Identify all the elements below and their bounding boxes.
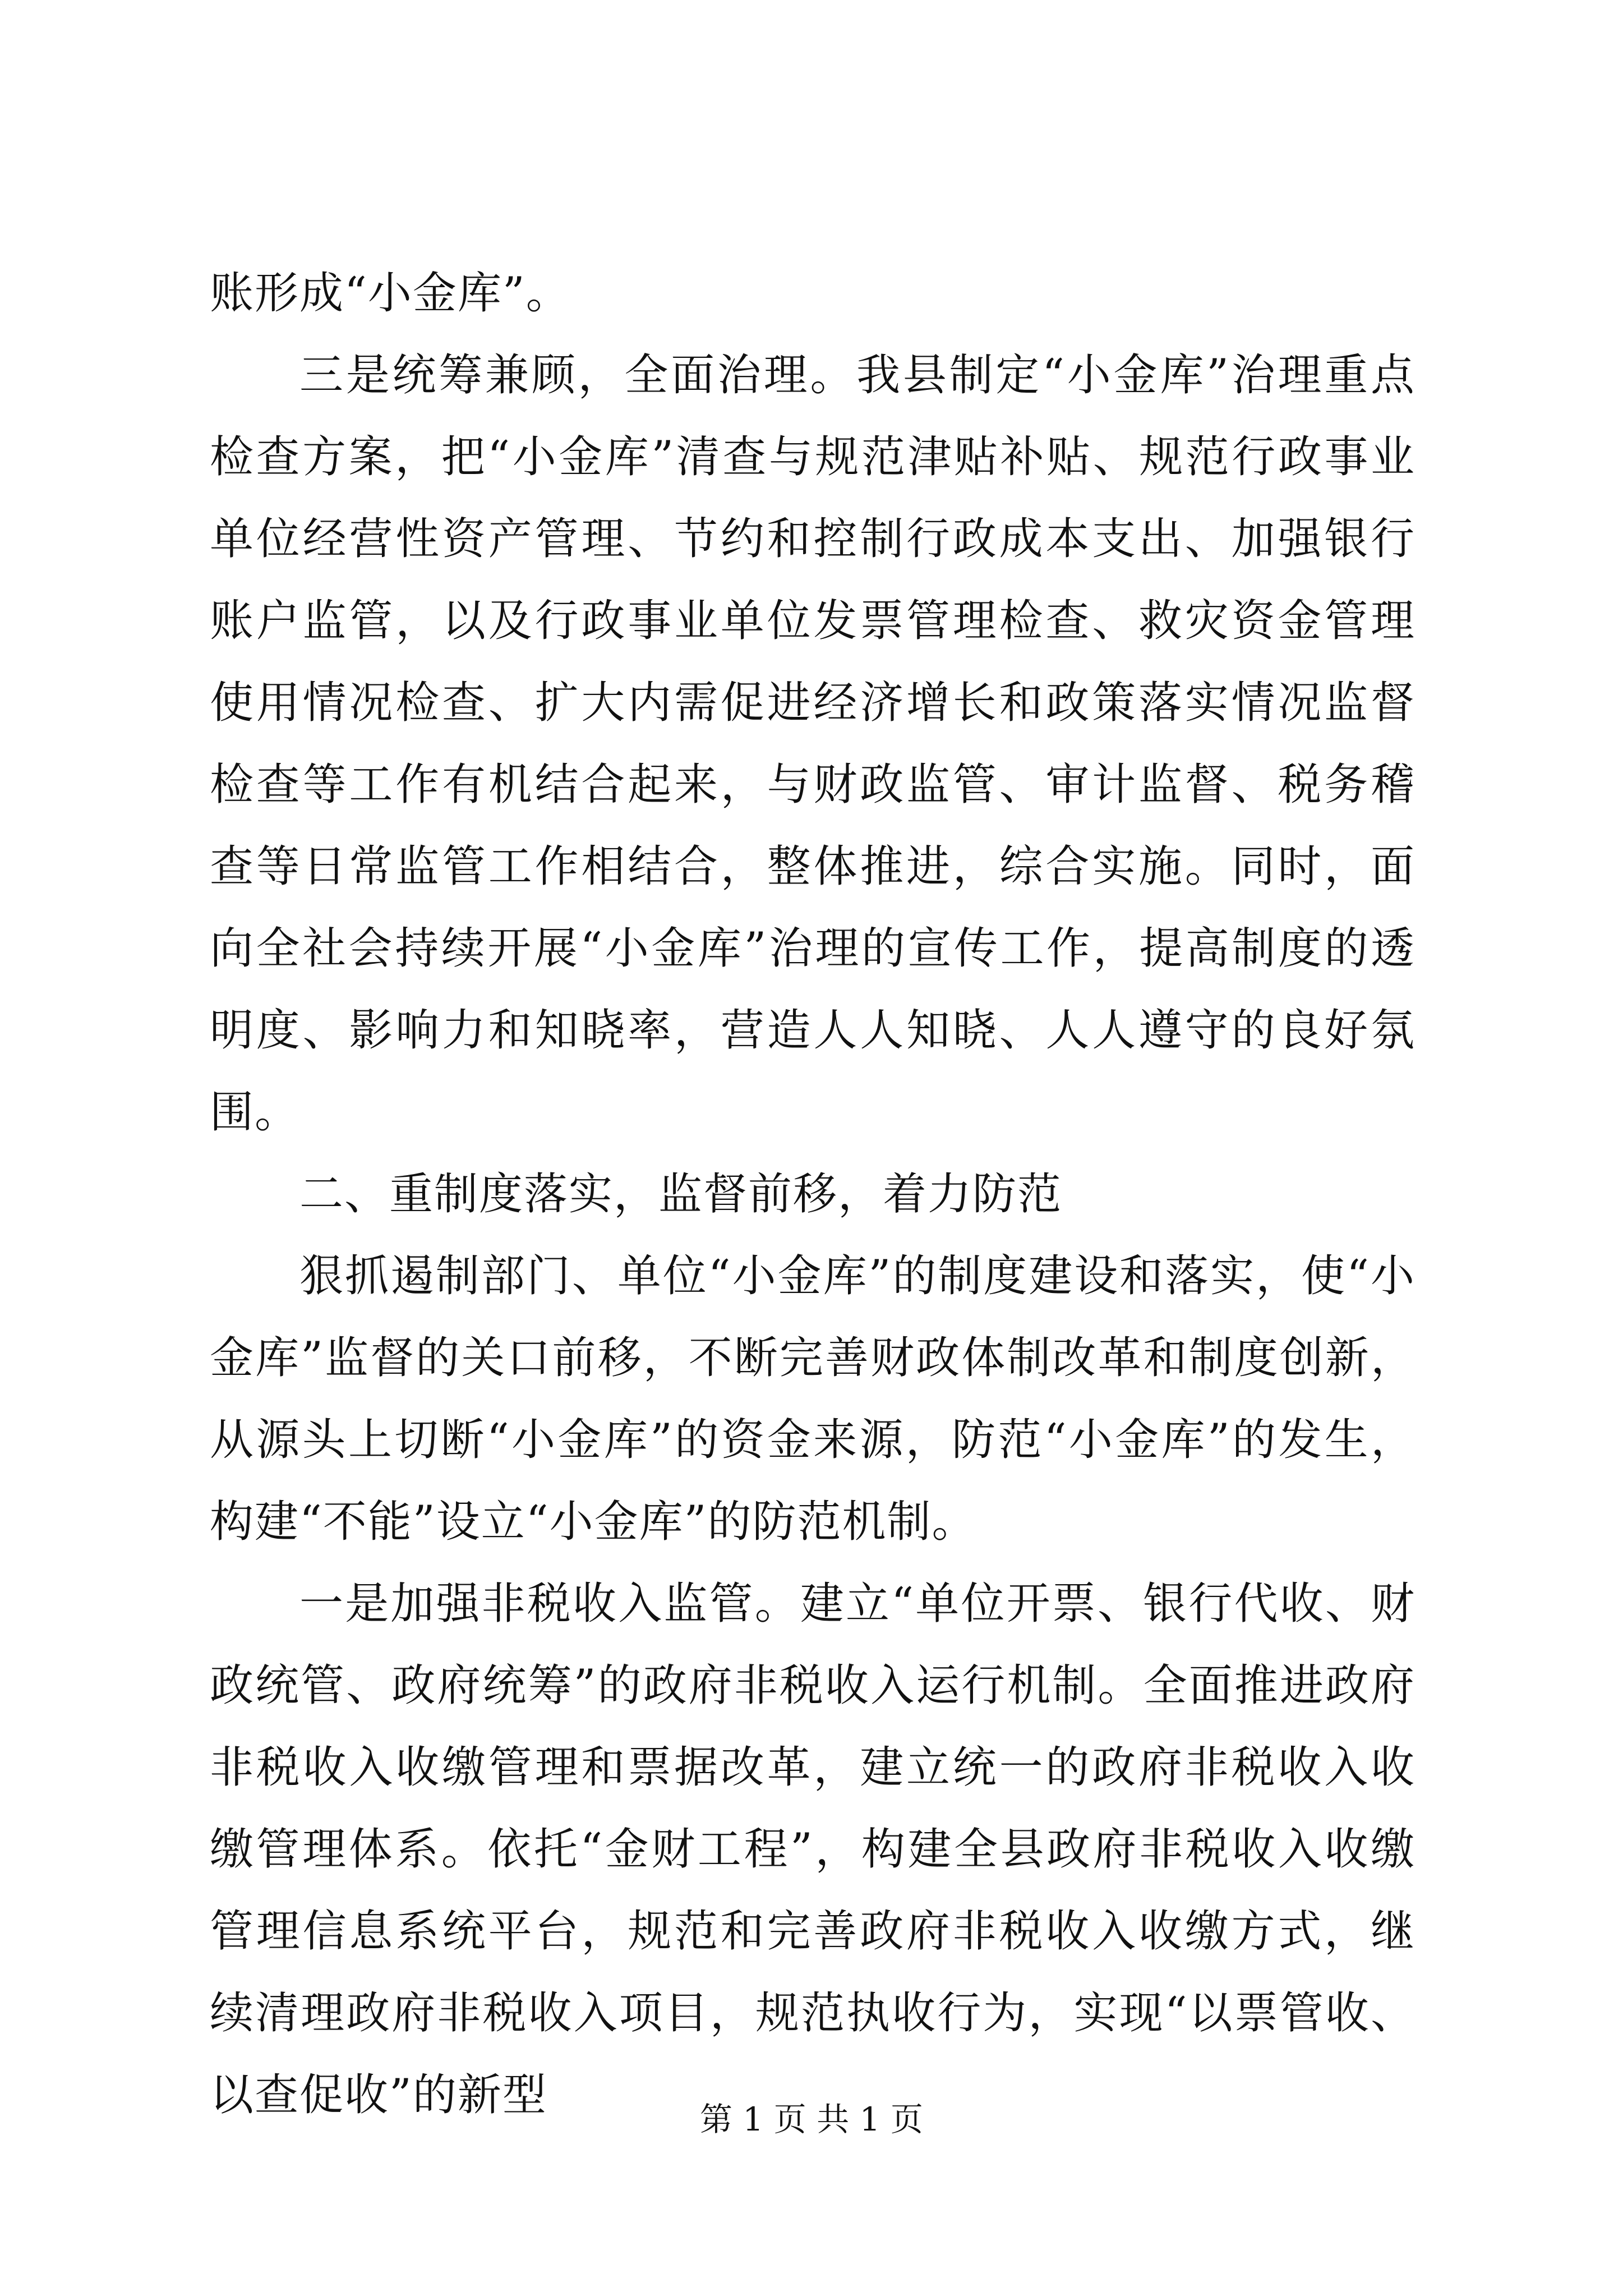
- page-number-footer: 第 1 页 共 1 页: [700, 2100, 923, 2138]
- paragraph-4: 一是加强非税收入监管。建立“单位开票、银行代收、财政统管、政府统筹”的政府非税收入运行机制。全面推进政府非税收入收缴管理和票据改革，建立统一的政府非税收入收缴管理体系。依托“金财工程”，构建全县政府非税收入收缴管理信息系统平台，规范和完善政府非税收入收缴方式，继续清理政府非税收入项目，规范执收行为，实现“以票管收、以查促收”的新型: [210, 1579, 1415, 2120]
- section-heading: 二、重制度落实，监督前移，着力防范: [299, 1169, 1063, 1220]
- paragraph-3: 狠抓遏制部门、单位“小金库”的制度建设和落实，使“小金库”监督的关口前移，不断完善财政体制改革和制度创新，从源头上切断“小金库”的资金来源，防范“小金库”的发生，构建“不能”设立“小金库”的防范机制。: [210, 1251, 1415, 1547]
- paragraph-1: 账形成“小金库”。: [210, 268, 571, 319]
- paragraph-2: 三是统筹兼顾，全面治理。我县制定“小金库”治理重点检查方案，把“小金库”清查与规范津贴补贴、规范行政事业单位经营性资产管理、节约和控制行政成本支出、加强银行账户监管，以及行政事业单位发票管理检查、救灾资金管理使用情况检查、扩大内需促进经济增长和政策落实情况监督检查等工作有机结合起来，与财政监管、审计监督、税务稽查等日常监管工作相结合，整体推进，综合实施。同时，面向全社会持续开展“小金库”治理的宣传工作，提高制度的透明度、影响力和知晓率，营造人人知晓、人人遵守的良好氛围。: [210, 350, 1415, 1138]
- document-body: [210, 252, 1415, 2136]
